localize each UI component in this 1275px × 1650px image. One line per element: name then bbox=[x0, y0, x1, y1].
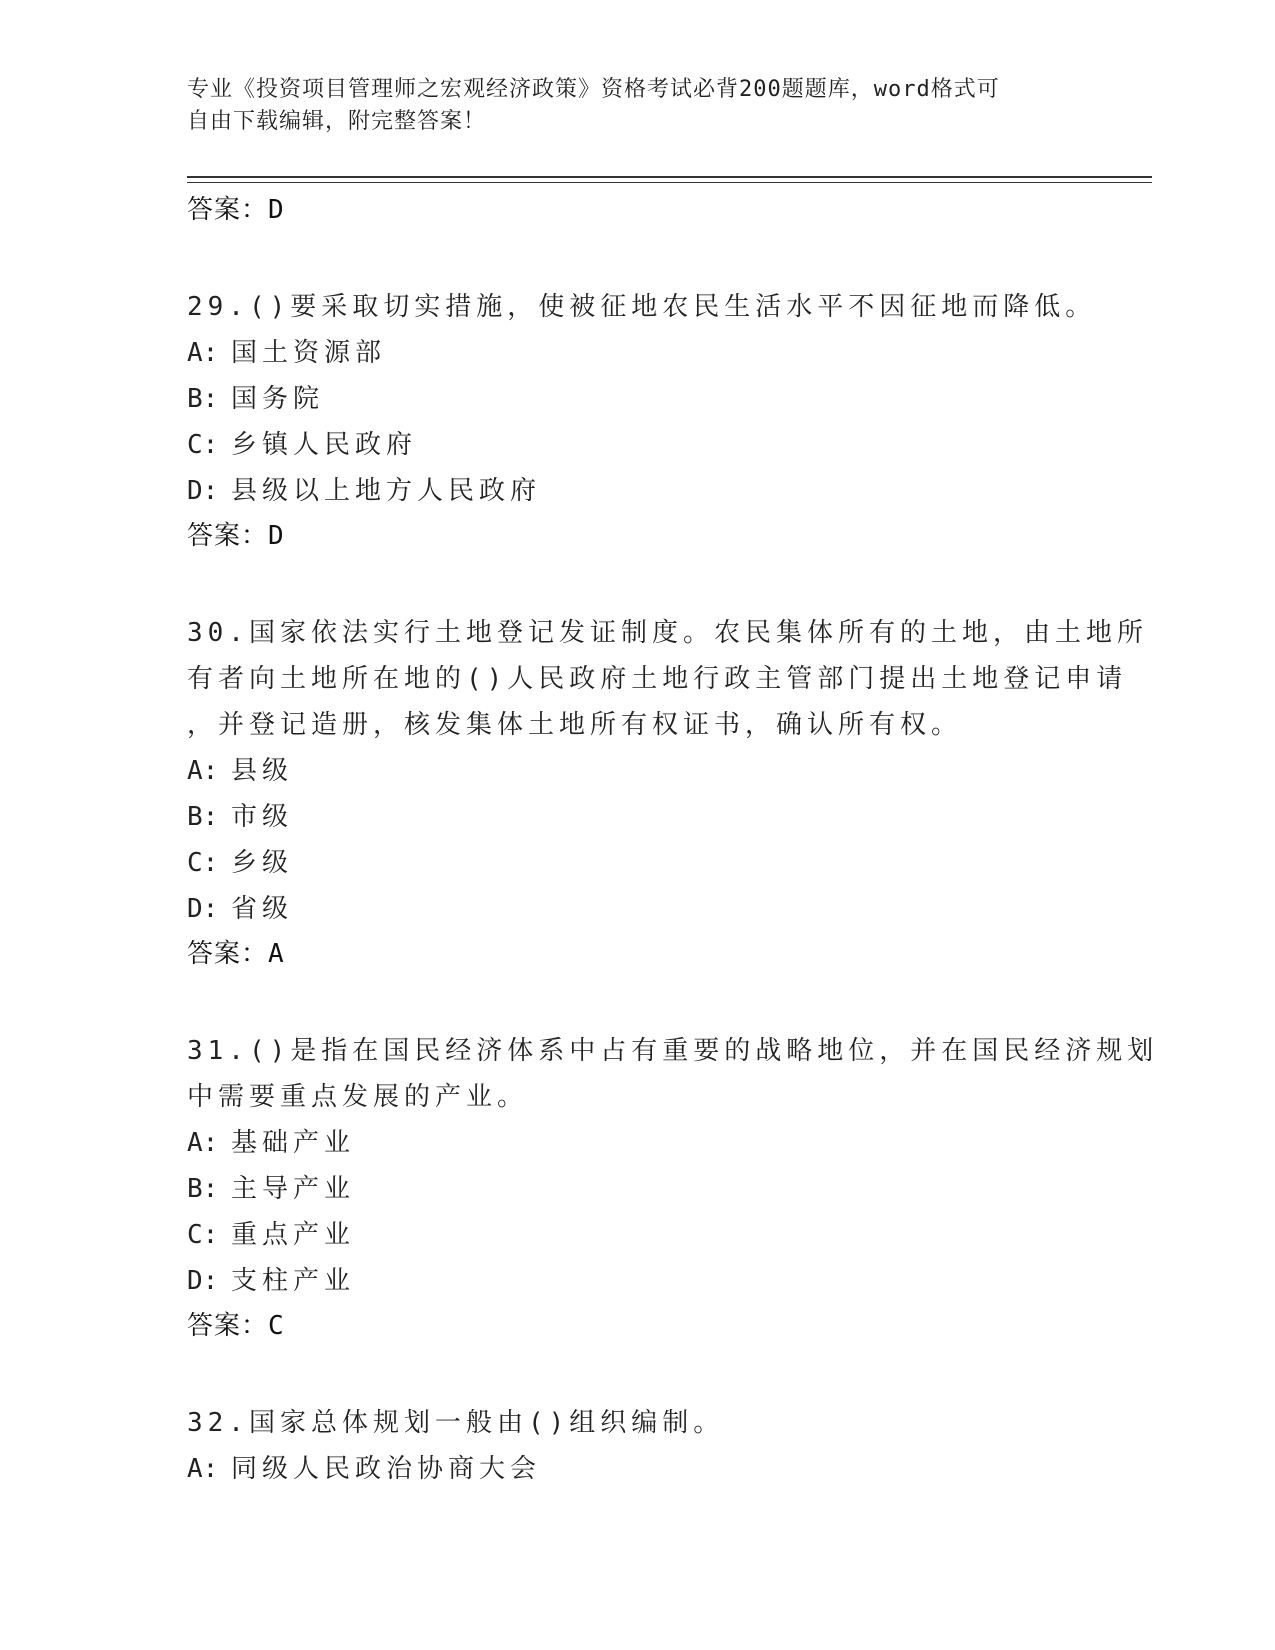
question-stem: 31.()是指在国民经济体系中占有重要的战略地位，并在国民经济规划 bbox=[187, 1036, 1159, 1066]
option-letter: D: bbox=[187, 1266, 219, 1296]
option-text: 县级以上地方人民政府 bbox=[231, 476, 542, 506]
option-d bbox=[187, 1258, 1087, 1304]
header-divider-thick bbox=[187, 176, 1152, 178]
question-stem: ，并登记造册，核发集体土地所有权证书，确认所有权。 bbox=[187, 710, 963, 740]
option-text: 国土资源部 bbox=[231, 338, 387, 368]
question-list bbox=[187, 188, 1159, 1492]
answer-line: 答案：A bbox=[187, 939, 285, 969]
option-text: 同级人民政治协商大会 bbox=[231, 1454, 542, 1484]
question-stem: 有者向土地所在地的()人民政府土地行政主管部门提出土地登记申请 bbox=[187, 664, 1128, 694]
option-text: 市级 bbox=[231, 802, 294, 832]
question-29 bbox=[187, 284, 1097, 558]
header-line-1: 专业《投资项目管理师之宏观经济政策》资格考试必背200题题库，word格式可 bbox=[187, 77, 1000, 102]
option-a bbox=[187, 1446, 1087, 1492]
option-text: 主导产业 bbox=[231, 1174, 356, 1204]
option-b bbox=[187, 376, 1087, 422]
option-d bbox=[187, 886, 1087, 932]
option-letter: B: bbox=[187, 1174, 219, 1204]
option-text: 基础产业 bbox=[231, 1128, 356, 1158]
answer-line: 答案：C bbox=[187, 1311, 285, 1341]
option-text: 国务院 bbox=[231, 384, 325, 414]
option-letter: A: bbox=[187, 1128, 219, 1158]
option-text: 省级 bbox=[231, 894, 294, 924]
option-c bbox=[187, 422, 1087, 468]
question-stem: 29.()要采取切实措施，使被征地农民生活水平不因征地而降低。 bbox=[187, 292, 1097, 322]
option-text: 县级 bbox=[231, 756, 294, 786]
option-text: 重点产业 bbox=[231, 1220, 356, 1250]
answer-line: 答案：D bbox=[187, 195, 285, 225]
option-text: 乡级 bbox=[231, 848, 294, 878]
option-a bbox=[187, 1120, 1087, 1166]
question-stem: 中需要重点发展的产业。 bbox=[187, 1082, 529, 1112]
option-letter: B: bbox=[187, 802, 219, 832]
option-text: 乡镇人民政府 bbox=[231, 430, 418, 460]
option-b bbox=[187, 794, 1087, 840]
question-stem: 32.国家总体规划一般由()组织编制。 bbox=[187, 1408, 725, 1438]
option-letter: A: bbox=[187, 1454, 219, 1484]
option-letter: D: bbox=[187, 894, 219, 924]
header-line-2: 自由下载编辑，附完整答案！ bbox=[187, 109, 487, 134]
option-letter: B: bbox=[187, 384, 219, 414]
option-letter: C: bbox=[187, 430, 219, 460]
question-31 bbox=[187, 1028, 1159, 1348]
question-stem: 30.国家依法实行土地登记发证制度。农民集体所有的土地，由土地所 bbox=[187, 618, 1148, 648]
option-b bbox=[187, 1166, 1087, 1212]
option-letter: A: bbox=[187, 338, 219, 368]
answer-line: 答案：D bbox=[187, 521, 285, 551]
option-a bbox=[187, 330, 1087, 376]
option-letter: C: bbox=[187, 848, 219, 878]
option-c bbox=[187, 1212, 1087, 1258]
question-32 bbox=[187, 1400, 1087, 1492]
option-text: 支柱产业 bbox=[231, 1266, 356, 1296]
option-a bbox=[187, 748, 1087, 794]
option-letter: D: bbox=[187, 476, 219, 506]
question-30 bbox=[187, 610, 1148, 976]
option-letter: A: bbox=[187, 756, 219, 786]
header-divider-thin bbox=[187, 182, 1152, 183]
option-d bbox=[187, 468, 1087, 514]
option-c bbox=[187, 840, 1087, 886]
option-letter: C: bbox=[187, 1220, 219, 1250]
page-header bbox=[187, 74, 1067, 138]
